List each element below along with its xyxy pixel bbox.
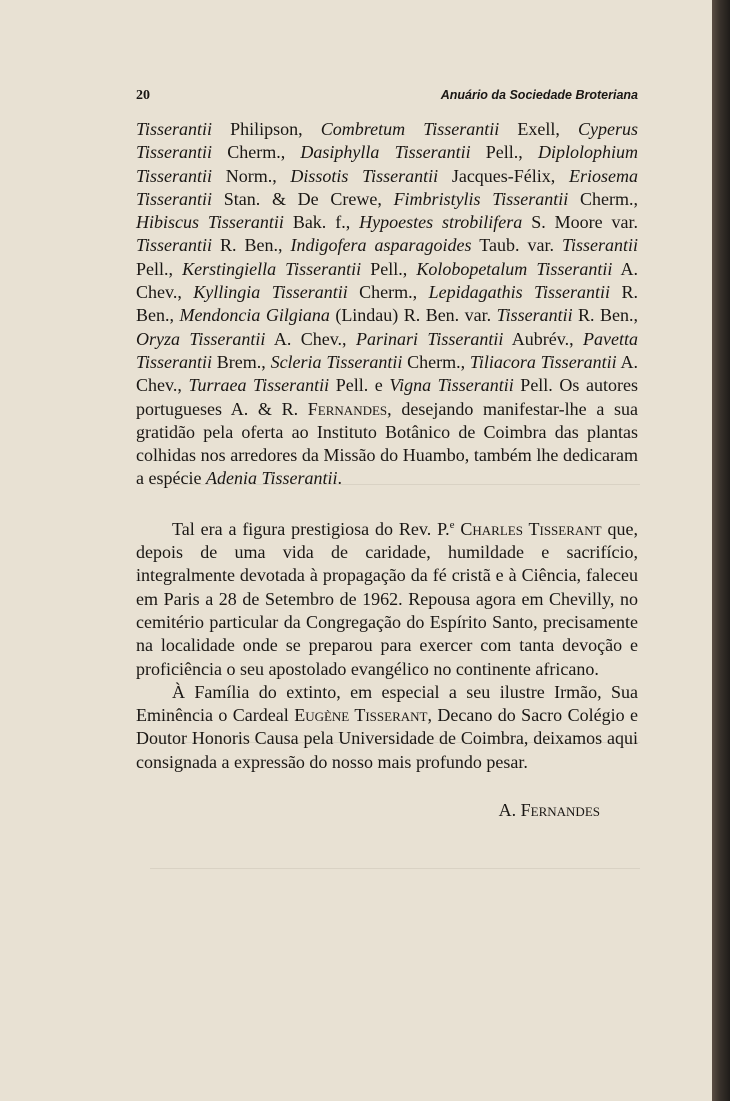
text-run: R. Ben., xyxy=(136,282,638,326)
running-header xyxy=(136,88,638,104)
text-run: Cherm., xyxy=(212,142,301,163)
signature-initial: A. xyxy=(498,800,521,821)
species-name: Dissotis Tisserantii xyxy=(290,165,439,186)
text-run: Cherm., xyxy=(402,351,470,372)
text-run: (Lindau) R. Ben. var. xyxy=(329,305,497,326)
signature-surname: Fernandes xyxy=(520,800,600,821)
text-run: R. Ben., xyxy=(212,235,291,256)
text-run: Norm., xyxy=(212,165,291,186)
species-name: Kolobopetalum Tisserantii xyxy=(416,258,613,279)
person-name: Eugène Tisserant xyxy=(294,705,428,726)
body-text xyxy=(136,118,638,822)
text-run: À Família do extinto, em especial a seu ilustre Irmão, Sua Eminência o Cardeal xyxy=(136,681,638,726)
text-run: e xyxy=(449,518,455,531)
species-name: Mendoncia Gilgiana xyxy=(179,305,330,326)
species-name: Tisserantii xyxy=(496,305,573,326)
text-run: Taub. var. xyxy=(471,235,562,256)
species-name: Tisserantii xyxy=(561,235,638,256)
species-name: Oryza Tisserantii xyxy=(136,328,266,349)
text-run: Cherm., xyxy=(347,282,429,303)
text-run: Cherm., xyxy=(568,188,639,209)
species-name: Kerstingiella Tisserantii xyxy=(182,258,362,279)
text-run: A. Chev., xyxy=(136,258,638,303)
text-run: . xyxy=(337,468,342,489)
species-name: Scleria Tisserantii xyxy=(270,351,403,372)
text-run: R. Ben., xyxy=(572,305,638,326)
page-number: 20 xyxy=(136,88,150,103)
paragraph-species-list xyxy=(136,118,638,491)
species-name: Diplolophium Tisserantii xyxy=(136,142,638,186)
text-run: Exell, xyxy=(499,119,578,139)
text-run: S. Moore var. xyxy=(522,212,638,233)
species-name: Dasiphylla Tisserantii xyxy=(300,142,471,163)
species-name: Parinari Tisserantii xyxy=(355,328,504,349)
text-run: Tal era a figura prestigiosa do Rev. P. xyxy=(172,518,450,539)
text-run: Bak. f., xyxy=(283,212,360,233)
species-name: Tiliacora Tisserantii xyxy=(469,351,617,372)
text-run: Pell., xyxy=(136,258,183,279)
text-run: que, depois de uma vida de caridade, humildade e sacrifício, integralmente devotada à propagação da fé cristã e à Ciência, faleceu em Paris a 28 de Setembro de 1962. Repousa agora em Chevilly, no cemitério particular da Congregação do Espírito Santo, precisamente na localidade onde se preparou para exercer com tanta devoção e proficiência o seu apostolado evangélico no continente africano. xyxy=(136,518,638,679)
species-name: Hypoestes strobilifera xyxy=(359,212,523,233)
text-run: Pell. e xyxy=(329,375,390,396)
paragraph-condolences xyxy=(136,681,638,774)
species-name: Combretum Tisserantii xyxy=(320,119,500,139)
book-spine-edge xyxy=(712,0,730,1101)
person-name: Fernandes xyxy=(307,398,388,419)
person-name: Charles Tisserant xyxy=(460,518,602,539)
species-name: Kyllingia Tisserantii xyxy=(193,282,348,303)
text-run: , Decano do Sacro Colégio e Doutor Honoris Causa pela Universidade de Coimbra, deixamos aqui consignada a expressão do nosso mais profundo pesar. xyxy=(136,705,638,772)
author-signature xyxy=(136,799,638,822)
species-name: Indigofera asparagoides xyxy=(290,235,472,256)
text-run: A. Chev., xyxy=(265,328,356,349)
species-name: Cyperus Tisserantii xyxy=(136,119,638,163)
paragraph-biography xyxy=(136,514,638,681)
text-run: Philipson, xyxy=(212,119,321,139)
text-run: Brem., xyxy=(212,351,271,372)
text-run: Jacques-Félix, xyxy=(438,165,569,186)
text-run: Stan. & De Crewe, xyxy=(212,188,394,209)
species-name: Adenia Tisserantii xyxy=(205,468,338,489)
text-run: A. Chev., xyxy=(136,351,638,396)
species-name: Pavetta Tisserantii xyxy=(136,328,638,372)
running-title: Anuário da Sociedade Broteriana xyxy=(440,88,638,102)
bleed-through-line xyxy=(150,868,640,869)
text-run: Pell., xyxy=(470,142,538,163)
species-name: Tisserantii xyxy=(136,119,213,139)
species-name: Lepidagathis Tisserantii xyxy=(428,282,611,303)
species-name: Tisserantii xyxy=(136,235,213,256)
text-run: Pell. Os autores portugueses A. & R. xyxy=(136,375,639,419)
species-name: Vigna Tisserantii xyxy=(389,375,514,396)
species-name: Eriosema Tisserantii xyxy=(136,165,638,209)
species-name: Turraea Tisserantii xyxy=(188,375,330,396)
text-run: Pell., xyxy=(361,258,417,279)
text-run: Aubrév., xyxy=(503,328,584,349)
species-name: Fimbristylis Tisserantii xyxy=(393,188,569,209)
text-run: , desejando manifestar-lhe a sua gratidão pela oferta ao Instituto Botânico de Coimbra das plantas colhidas nos arredores da Missão do Huambo, também lhe dedicaram a espécie xyxy=(136,398,638,489)
species-name: Hibiscus Tisserantii xyxy=(136,212,284,233)
